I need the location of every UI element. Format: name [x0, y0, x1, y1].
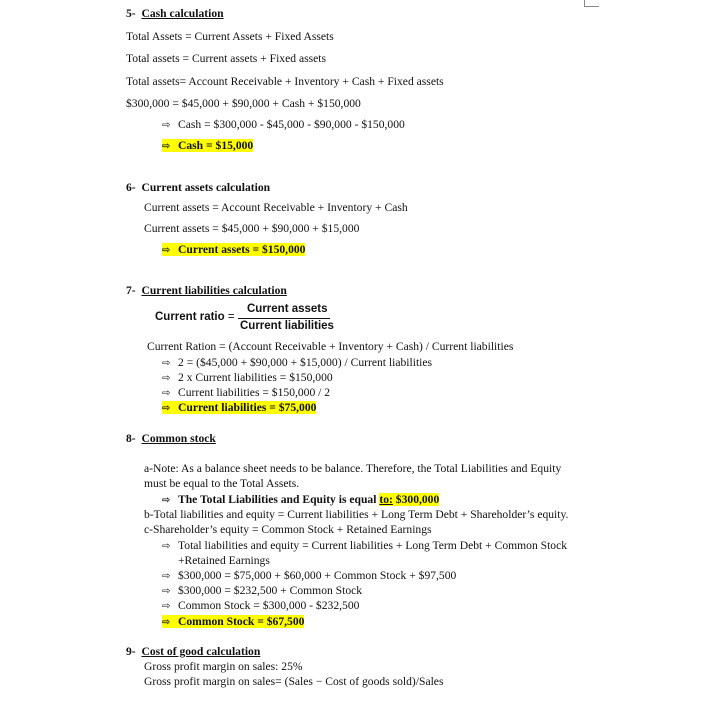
section-title: Current assets calculation: [141, 181, 271, 194]
s5-line-3: Total assets= Account Receivable + Inventory + Cash + Fixed assets: [126, 75, 444, 88]
s8-note-line-2: must be equal to the Total Assets.: [144, 477, 300, 490]
section-number: 7-: [126, 284, 136, 297]
page-corner-marker: [584, 0, 599, 7]
formula-numerator: Current assets: [247, 303, 328, 315]
arrow-icon: ⇨: [162, 541, 171, 552]
result-text: Current assets = $150,000: [178, 243, 306, 256]
s8-line-2: [162, 569, 456, 584]
s6-line-2: Current assets = $45,000 + $90,000 + $15,000: [144, 222, 360, 235]
section-8-heading: [126, 432, 216, 446]
result-text: Current liabilities = $75,000: [178, 401, 317, 414]
arrow-icon: ⇨: [162, 495, 171, 506]
s7-line-4: [162, 386, 330, 401]
section-title: Current liabilities calculation: [141, 284, 287, 297]
highlighted-value: $300,000: [395, 493, 440, 506]
s8-result: [162, 615, 304, 630]
arrow-icon: ⇨: [162, 571, 171, 582]
s7-line-1: Current Ration = (Account Receivable + Inventory + Cash) / Current liabilities: [147, 340, 514, 353]
arrow-icon: ⇨: [162, 373, 171, 384]
fraction-bar: [238, 318, 330, 319]
s8-line-1a: [162, 539, 567, 554]
arrow-icon: ⇨: [162, 617, 171, 628]
s7-line-2: [162, 356, 432, 371]
s6-result: [162, 243, 305, 258]
line-text: $300,000 = $75,000 + $60,000 + Common Stock + $97,500: [178, 569, 457, 582]
arrow-icon: ⇨: [162, 120, 171, 131]
section-title: Cash calculation: [141, 7, 224, 20]
line-text: Cash = $300,000 - $45,000 - $90,000 - $150,000: [178, 118, 405, 131]
arrow-icon: ⇨: [162, 245, 171, 256]
section-6-heading: [126, 181, 270, 195]
section-7-heading: [126, 284, 287, 298]
arrow-icon: ⇨: [162, 586, 171, 597]
line-text: $300,000 = $232,500 + Common Stock: [178, 584, 363, 597]
arrow-icon: ⇨: [162, 358, 171, 369]
s7-result: [162, 401, 316, 416]
line-text: 2 x Current liabilities = $150,000: [178, 371, 333, 384]
result-text: Common Stock = $67,500: [178, 615, 305, 628]
s7-line-3: [162, 371, 333, 386]
s5-line-1: Total Assets = Current Assets + Fixed Assets: [126, 30, 334, 43]
s9-line-2: Gross profit margin on sales= (Sales − Cost of goods sold)/Sales: [144, 675, 444, 688]
section-number: 8-: [126, 432, 136, 445]
line-text: Total liabilities and equity = Current liabilities + Long Term Debt + Common Stock: [178, 539, 568, 552]
formula-label: [155, 311, 235, 323]
highlighted-to: to:: [379, 493, 393, 506]
s8-line-1b: +Retained Earnings: [178, 554, 270, 567]
section-number: 6-: [126, 181, 136, 194]
line-text: The Total Liabilities and Equity is equal: [178, 493, 377, 506]
arrow-icon: ⇨: [162, 601, 171, 612]
section-number: 5-: [126, 7, 136, 20]
formula-denominator: Current liabilities: [240, 320, 334, 332]
s5-line-4: $300,000 = $45,000 + $90,000 + Cash + $150,000: [126, 97, 361, 110]
s8-bold-line: [162, 493, 439, 508]
section-title: Cost of good calculation: [141, 645, 261, 658]
s9-line-1: Gross profit margin on sales: 25%: [144, 660, 303, 673]
arrow-icon: ⇨: [162, 403, 171, 414]
s5-line-5: [162, 118, 405, 133]
line-text: Common Stock = $300,000 - $232,500: [178, 599, 360, 612]
section-title: Common stock: [141, 432, 216, 445]
section-number: 9-: [126, 645, 136, 658]
s8-b-line: b-Total liabilities and equity = Current liabilities + Long Term Debt + Shareholder’s equity.: [144, 508, 569, 521]
arrow-icon: ⇨: [162, 141, 171, 152]
result-text: Cash = $15,000: [178, 139, 254, 152]
formula-label-text: Current ratio: [155, 311, 225, 323]
section-9-heading: [126, 645, 260, 659]
s5-line-2: Total assets = Current assets + Fixed assets: [126, 52, 326, 65]
line-text: Current liabilities = $150,000 / 2: [178, 386, 331, 399]
s8-c-line: c-Shareholder’s equity = Common Stock + Retained Earnings: [144, 523, 432, 536]
s8-note-line-1: a-Note: As a balance sheet needs to be balance. Therefore, the Total Liabilities and Equity: [144, 462, 562, 475]
s8-line-3: [162, 584, 362, 599]
line-text: 2 = ($45,000 + $90,000 + $15,000) / Current liabilities: [178, 356, 433, 369]
s6-line-1: Current assets = Account Receivable + Inventory + Cash: [144, 201, 408, 214]
arrow-icon: ⇨: [162, 388, 171, 399]
s8-line-4: [162, 599, 359, 614]
s5-result: [162, 139, 253, 154]
section-5-heading: [126, 7, 224, 21]
formula-equals: =: [227, 311, 235, 323]
